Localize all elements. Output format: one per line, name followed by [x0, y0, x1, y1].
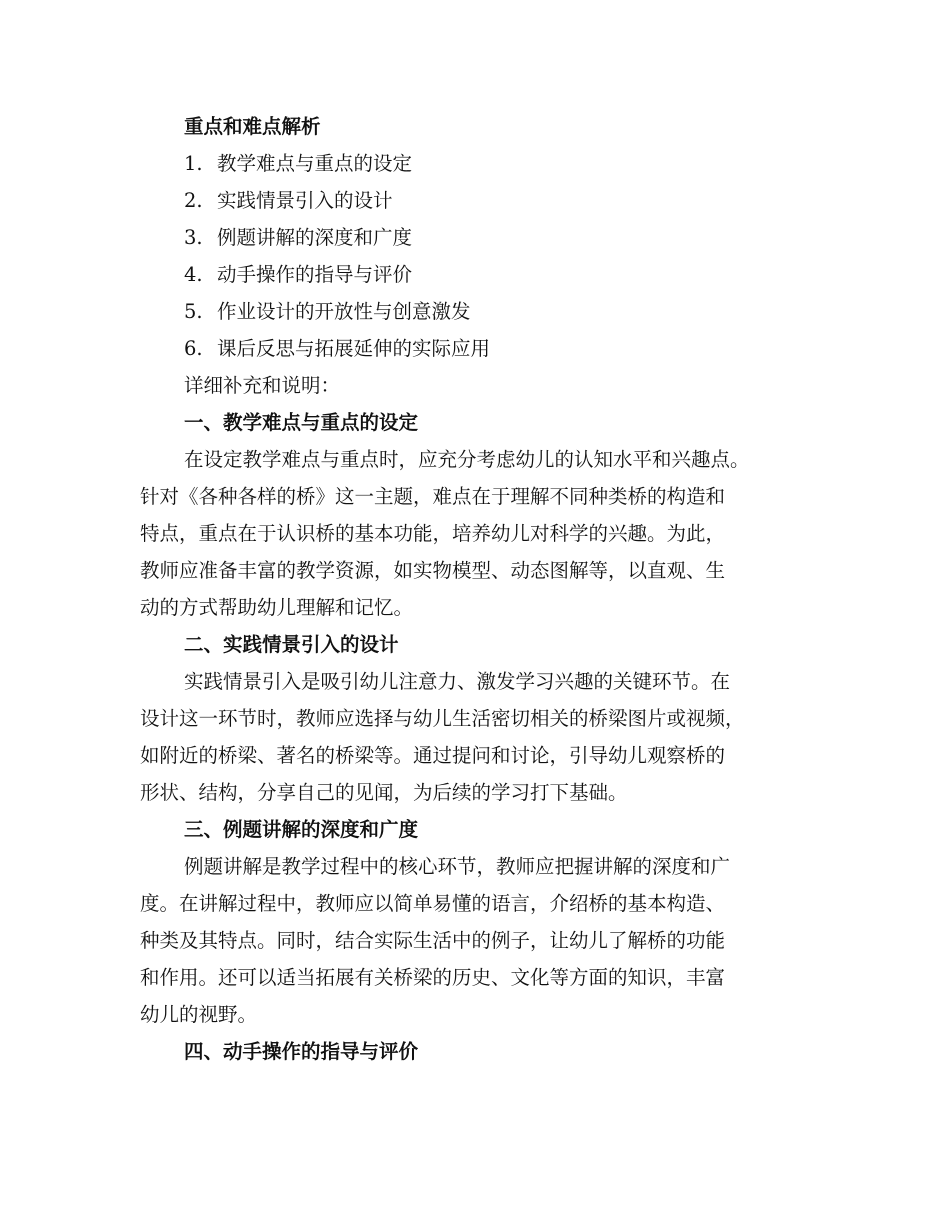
paragraph-line: 如附近的桥梁、著名的桥梁等。通过提问和讨论，引导幼儿观察桥的 — [140, 744, 726, 767]
list-item-number: 5. — [184, 300, 203, 323]
paragraph-line: 特点，重点在于认识桥的基本功能，培养幼儿对科学的兴趣。为此， — [140, 522, 726, 545]
paragraph-line: 例题讲解是教学过程中的核心环节，教师应把握讲解的深度和广 — [184, 855, 731, 878]
section-paragraph — [140, 441, 810, 626]
list-item-number: 3. — [184, 226, 203, 249]
list-item — [140, 256, 810, 293]
paragraph-line: 幼儿的视野。 — [140, 1003, 258, 1026]
list-item — [140, 145, 810, 182]
paragraph-line: 实践情景引入是吸引幼儿注意力、激发学习兴趣的关键环节。在 — [184, 670, 731, 693]
list-item — [140, 219, 810, 256]
list-item — [140, 182, 810, 219]
paragraph-line: 教师应准备丰富的教学资源，如实物模型、动态图解等，以直观、生 — [140, 559, 726, 582]
paragraph-line: 和作用。还可以适当拓展有关桥梁的历史、文化等方面的知识，丰富 — [140, 966, 726, 989]
list-item-text: 例题讲解的深度和广度 — [217, 226, 413, 249]
paragraph-line: 在设定教学难点与重点时，应充分考虑幼儿的认知水平和兴趣点。 — [184, 448, 750, 471]
list-item — [140, 293, 810, 330]
paragraph-line: 种类及其特点。同时，结合实际生活中的例子，让幼儿了解桥的功能 — [140, 929, 726, 952]
list-item-text: 作业设计的开放性与创意激发 — [217, 300, 471, 323]
key-points-list — [140, 145, 810, 367]
list-item-number: 1. — [184, 152, 203, 175]
paragraph-line: 形状、结构，分享自己的见闻，为后续的学习打下基础。 — [140, 781, 628, 804]
list-item-number: 6. — [184, 337, 203, 360]
list-item-text: 实践情景引入的设计 — [217, 189, 393, 212]
section-heading: 四、动手操作的指导与评价 — [184, 1040, 419, 1063]
section-heading: 二、实践情景引入的设计 — [184, 633, 399, 656]
list-item-number: 2. — [184, 189, 203, 212]
paragraph-line: 动的方式帮助幼儿理解和记忆。 — [140, 596, 414, 619]
section-heading: 一、教学难点与重点的设定 — [184, 411, 419, 434]
section-paragraph — [140, 663, 810, 811]
list-item-text: 教学难点与重点的设定 — [217, 152, 413, 175]
page-title: 重点和难点解析 — [184, 115, 321, 138]
list-item — [140, 330, 810, 367]
paragraph-line: 设计这一环节时，教师应选择与幼儿生活密切相关的桥梁图片或视频， — [140, 707, 745, 730]
section-paragraph — [140, 848, 810, 1033]
intro-text: 详细补充和说明： — [184, 374, 341, 397]
list-item-text: 课后反思与拓展延伸的实际应用 — [217, 337, 491, 360]
paragraph-line: 针对《各种各样的桥》这一主题，难点在于理解不同种类桥的构造和 — [140, 485, 726, 508]
list-item-number: 4. — [184, 263, 203, 286]
list-item-text: 动手操作的指导与评价 — [217, 263, 413, 286]
paragraph-line: 度。在讲解过程中，教师应以简单易懂的语言，介绍桥的基本构造、 — [140, 892, 726, 915]
section-heading: 三、例题讲解的深度和广度 — [184, 818, 419, 841]
document-body — [140, 108, 810, 1070]
